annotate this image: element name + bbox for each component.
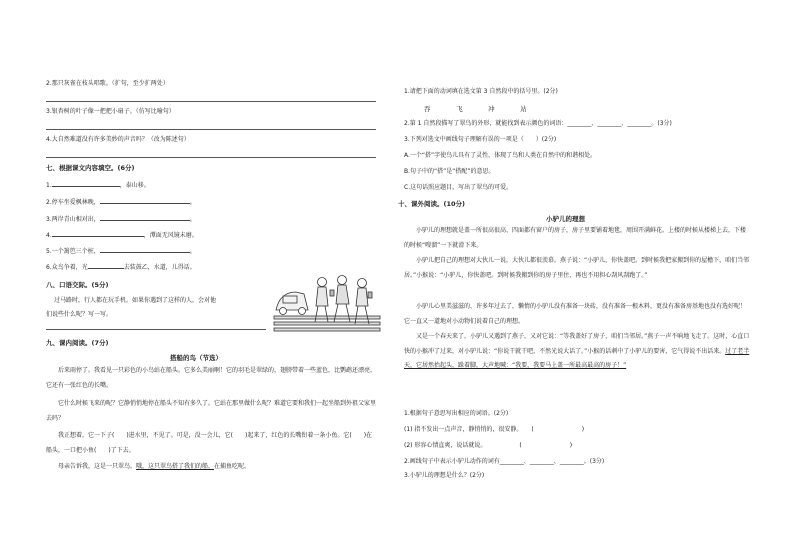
option-c: C.这句话照应题目，写出了翠鸟的可爱。 xyxy=(404,184,513,191)
fill-item-2: 2.停车坐爱枫林晚， 。 xyxy=(46,199,196,206)
story-paragraph-2: 小驴儿把自己的理想对大伙儿一说，大伙儿都很羡慕。燕子说：“小驴儿，你快盖吧。到时候我把家搬到你的屋檐下，咱们当邻居。”小猴说：“小驴儿，你快盖吧。到时候我搬到你的房子里住，再也不用担心刮风刮跑了。” xyxy=(404,257,750,279)
fill-item-4: 4. ，潭面无风镜未磨。 xyxy=(46,232,198,239)
fill-blank[interactable] xyxy=(100,203,190,204)
option-b: B.句子中的“搭”是“搭配”的意思。 xyxy=(404,168,495,175)
verb-option: 站 xyxy=(520,105,527,113)
fill-blank[interactable] xyxy=(52,236,144,237)
question-simile: 3.银杏树的叶子像一把把小扇子。（仿写比喻句） xyxy=(46,108,175,115)
street-crossing-illustration xyxy=(270,270,384,334)
reading-paragraph-1: 后来雨停了。我看见一只彩色的小鸟站在船头。它多么美丽啊！它的羽毛是翠绿的，翅膀带着一些蓝色，比鹦鹉还漂亮。它还有一张红色的长嘴。 xyxy=(46,367,377,389)
reading-paragraph-4: 母亲告诉我，这是一只翠鸟。哦，这只翠鸟搭了我们的船，在捕鱼吃呢。 xyxy=(58,463,251,470)
verb-option: 飞 xyxy=(456,105,463,113)
question-colors: 2.第 1 自然段描写了翠鸟的外形，就能找到表示颜色的词语：________、________、________。(3分) xyxy=(404,120,672,127)
oral-prompt-line2: 们说些什么呢？写一写。 xyxy=(46,311,113,318)
story-title: 小驴儿的理想 xyxy=(546,215,585,223)
underlined-sentence: 哦，这只翠鸟搭了我们的船， xyxy=(136,463,215,470)
section-10-heading: 十、课外阅读。(10分) xyxy=(398,200,465,208)
question-declarative: 4.大自然难道没有许多美妙的声音吗？（改为陈述句） xyxy=(46,136,190,143)
story-question-1a: (1) 指不发出一点声音，静悄悄的，很安静。 ( ) xyxy=(404,426,585,433)
answer-line xyxy=(46,157,376,158)
fill-item-5: 5.一个篱笆三个桩， 。 xyxy=(46,248,196,255)
answer-line xyxy=(46,329,266,330)
reading-title: 搭船的鸟（节选） xyxy=(170,354,222,362)
fill-blank[interactable] xyxy=(100,252,190,253)
section-9-heading: 九、课内阅读。(7分) xyxy=(46,339,109,347)
oral-prompt-line1: 过马路时，行人都在玩手机。如果你遇到了这样的人，会对他 xyxy=(54,297,217,304)
verb-options xyxy=(424,104,550,113)
answer-line xyxy=(46,129,376,130)
fill-blank[interactable] xyxy=(100,220,190,221)
fill-item-6: 6.众鸟争着，光 去装鼓乙，水道，儿得话。 xyxy=(46,264,196,271)
story-question-1b: (2) 形容心情直爽，说话就说。 ( ) xyxy=(404,442,573,449)
section-8-heading: 八、口语交际。(5分) xyxy=(46,281,109,289)
underlined-sentence: 过了老半天，它居然抬起头，跺着脚，大声地喊：“我要，我要马上盖一所最高最高的房子！” xyxy=(404,347,750,369)
story-question-2: 2.画线句子中表示小驴儿动作的词有________、________、________。(3分) xyxy=(404,458,605,465)
verb-option: 吞 xyxy=(424,105,431,113)
fill-blank[interactable] xyxy=(52,186,120,187)
question-fill-verbs: 1.请把下面的动词填在选文第 3 自然段中的括号里。(2分) xyxy=(404,88,558,95)
answer-line xyxy=(46,101,376,102)
fill-item-1: 1. ，泰山移。 xyxy=(46,182,150,189)
story-question-1: 1.根据句子意思写出相应的词语。(2分) xyxy=(404,410,509,417)
option-a: A.一个“搭”字使鸟儿具有了灵性，体现了鸟和人类在自然中的和谐相处。 xyxy=(404,152,597,159)
reading-paragraph-2: 它什么时候飞来的呢？它静悄悄地停在船头不知有多久了。它站在那里做什么呢？难道它要和我们一起坐船到外祖父家里去吗？ xyxy=(46,400,377,422)
story-question-3: 3.小驴儿的理想是什么？(2分) xyxy=(404,472,485,479)
story-paragraph-3: 小驴儿心里美滋滋的，许多年过去了，懒惰的小驴儿没有准备一块砖，没有准备一根木料，更没有准备房基地也没有选好呢！它一直又一道地对小动物们说着自己的理想。 xyxy=(404,303,747,325)
story-paragraph-4: 又是一个春天来了，小驴儿又遇到了燕子，又对它说：“等我盖好了房子，咱们当邻居。”燕子一声不响地飞走了。这时，心直口快的小猴冲了过来，对小驴儿说：“你说干就干吧，不然光说大话了。”小猴的话刺中了小驴儿的要害，它气得说不出话来。过了老半天，它居然抬起头，跺着脚，大声地喊：“我要，我要马上盖一所最高最高的房子！” xyxy=(404,333,750,369)
question-expand: 2.那只灰雀在枝头唱歌。（扩句，至少扩两处） xyxy=(46,80,169,87)
story-paragraph-1: 小驴儿的理想就是盖一所很高很高、四面都有窗户的房子，房子里要铺着地毯，周围开满鲜花。上楼的时候从楼梯上去，下楼的时候“嗖溜”一下就滑下来。 xyxy=(404,227,747,249)
verb-option: 冲 xyxy=(488,105,495,113)
section-7-heading: 七、根据课文内容填空。(6分) xyxy=(46,164,135,172)
fill-item-3: 3.两岸青山相对出， 。 xyxy=(46,216,196,223)
fill-blank[interactable] xyxy=(88,268,124,269)
question-understanding: 3.下列对选文中画线句子理解有误的一项是（ ）(2分) xyxy=(404,136,557,143)
reading-paragraph-3: 我正想着，它一下子( )进水里，不见了。可是，没一会儿，它( )起来了，红色的长嘴衔着一条小鱼。它( )在船头，一口把小鱼( )了下去。 xyxy=(46,432,373,454)
